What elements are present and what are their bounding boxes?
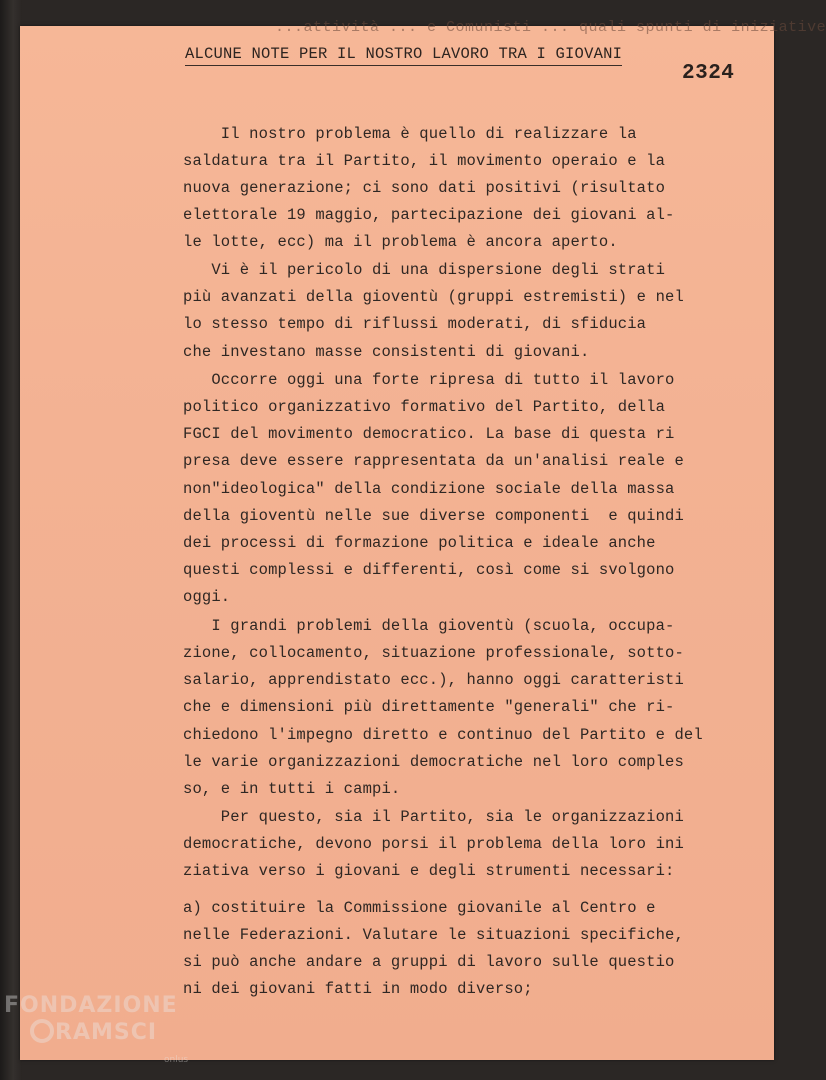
text-line: so, e in tutti i campi. xyxy=(183,780,401,798)
text-line: che investano masse consistenti di giovani. xyxy=(183,343,590,361)
text-line: FGCI del movimento democratico. La base di questa ri xyxy=(183,425,675,443)
text-line: lo stesso tempo di riflussi moderati, di sfiducia xyxy=(183,315,647,333)
g-logo-icon xyxy=(30,1019,54,1043)
document-title: ALCUNE NOTE PER IL NOSTRO LAVORO TRA I GIOVANI xyxy=(185,45,622,66)
document-page xyxy=(20,19,826,1060)
text-line: ni dei giovani fatti in modo diverso; xyxy=(183,980,533,998)
text-line: nelle Federazioni. Valutare le situazioni specifiche, xyxy=(183,926,684,944)
text-line: le lotte, ecc) ma il problema è ancora aperto. xyxy=(183,233,618,251)
watermark-suffix: onlus xyxy=(164,1055,189,1065)
binder-edge xyxy=(0,0,22,1080)
text-line: I grandi problemi della gioventù (scuola, occupa- xyxy=(183,617,675,635)
text-line: elettorale 19 maggio, partecipazione dei giovani al- xyxy=(183,206,675,224)
text-line: oggi. xyxy=(183,588,231,606)
text-line: politico organizzativo formativo del Partito, della xyxy=(183,398,666,416)
text-line: zione, collocamento, situazione professionale, sotto- xyxy=(183,644,684,662)
text-line: Vi è il pericolo di una dispersione degli strati xyxy=(183,261,666,279)
text-line: questi complessi e differenti, così come si svolgono xyxy=(183,561,675,579)
watermark-line2: RAMSCI xyxy=(4,1019,178,1046)
archive-watermark xyxy=(4,993,189,1065)
text-line: presa deve essere rappresentata da un'analisi reale e xyxy=(183,452,684,470)
page-number: 2324 xyxy=(682,62,735,85)
text-line: che e dimensioni più direttamente "generali" che ri- xyxy=(183,698,675,716)
text-line: democratiche, devono porsi il problema della loro ini xyxy=(183,835,684,853)
text-line: saldatura tra il Partito, il movimento operaio e la xyxy=(183,152,666,170)
text-line: nuova generazione; ci sono dati positivi (risultato xyxy=(183,179,666,197)
watermark-line1: FONDAZIONE xyxy=(4,993,178,1018)
text-line: a) costituire la Commissione giovanile al Centro e xyxy=(183,899,656,917)
text-line: non"ideologica" della condizione sociale della massa xyxy=(183,480,675,498)
text-line: ziativa verso i giovani e degli strumenti necessari: xyxy=(183,862,675,880)
bleed-through-text: ...attività ... e Comunisti ... quali spunti di iniziative xyxy=(275,19,826,36)
text-line: della gioventù nelle sue diverse componenti e quindi xyxy=(183,507,684,525)
text-line: Il nostro problema è quello di realizzare la xyxy=(183,125,637,143)
text-line: più avanzati della gioventù (gruppi estremisti) e nel xyxy=(183,288,684,306)
text-line: Per questo, sia il Partito, sia le organizzazioni xyxy=(183,808,684,826)
text-line: le varie organizzazioni democratiche nel loro comples xyxy=(183,753,684,771)
text-line: Occorre oggi una forte ripresa di tutto il lavoro xyxy=(183,371,675,389)
text-line: chiedono l'impegno diretto e continuo del Partito e del xyxy=(183,726,703,744)
text-line: salario, apprendistato ecc.), hanno oggi caratteristi xyxy=(183,671,684,689)
text-line: si può anche andare a gruppi di lavoro sulle questio xyxy=(183,953,675,971)
text-line: dei processi di formazione politica e ideale anche xyxy=(183,534,656,552)
